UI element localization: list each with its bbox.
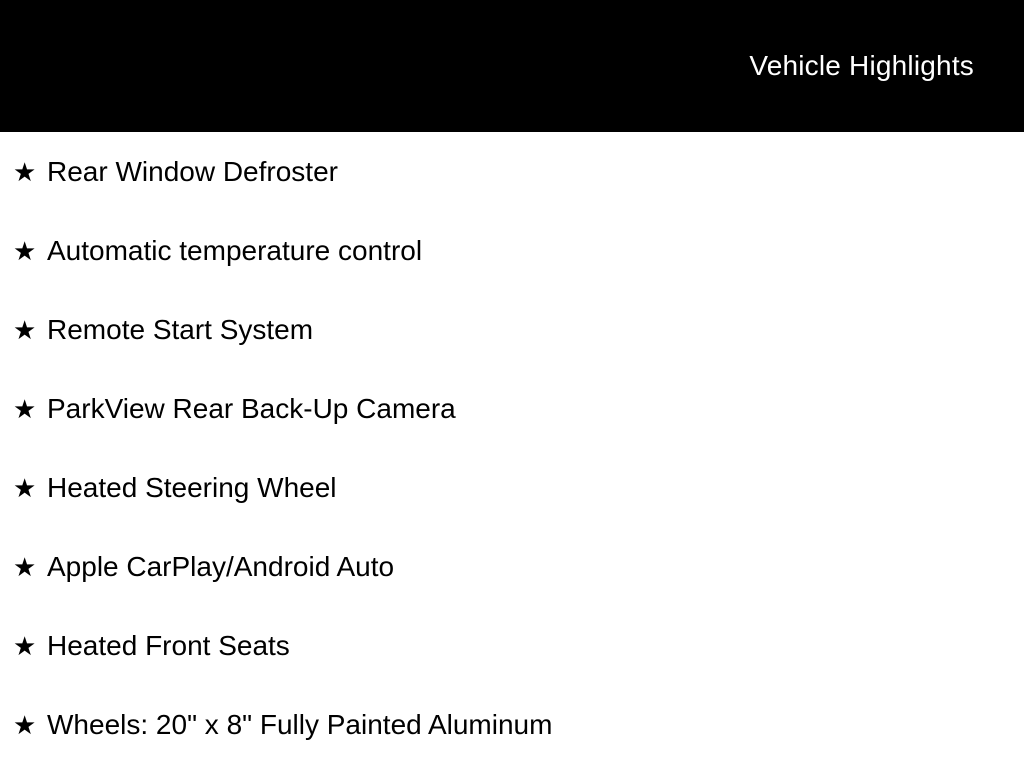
highlight-label: Heated Front Seats: [47, 630, 290, 661]
highlight-label: Remote Start System: [47, 314, 314, 345]
header-bar: [0, 0, 1024, 132]
highlight-label: Rear Window Defroster: [47, 156, 338, 187]
star-icon: ★: [13, 157, 37, 187]
star-icon: ★: [13, 552, 37, 582]
star-icon: ★: [13, 473, 37, 503]
list-item: [13, 551, 1024, 583]
list-item: [13, 709, 1024, 741]
list-item: [13, 156, 1024, 188]
highlight-label: ParkView Rear Back-Up Camera: [47, 393, 456, 424]
list-item: [13, 472, 1024, 504]
highlights-list: [0, 132, 1024, 741]
list-item: [13, 393, 1024, 425]
list-item: [13, 630, 1024, 662]
star-icon: ★: [13, 315, 37, 345]
page-title: Vehicle Highlights: [749, 50, 974, 81]
highlight-label: Heated Steering Wheel: [47, 472, 337, 503]
star-icon: ★: [13, 710, 37, 740]
list-item: [13, 235, 1024, 267]
highlight-label: Automatic temperature control: [47, 235, 423, 266]
star-icon: ★: [13, 394, 37, 424]
star-icon: ★: [13, 236, 37, 266]
star-icon: ★: [13, 631, 37, 661]
list-item: [13, 314, 1024, 346]
highlight-label: Apple CarPlay/Android Auto: [47, 551, 395, 582]
highlight-label: Wheels: 20" x 8" Fully Painted Aluminum: [47, 709, 553, 740]
